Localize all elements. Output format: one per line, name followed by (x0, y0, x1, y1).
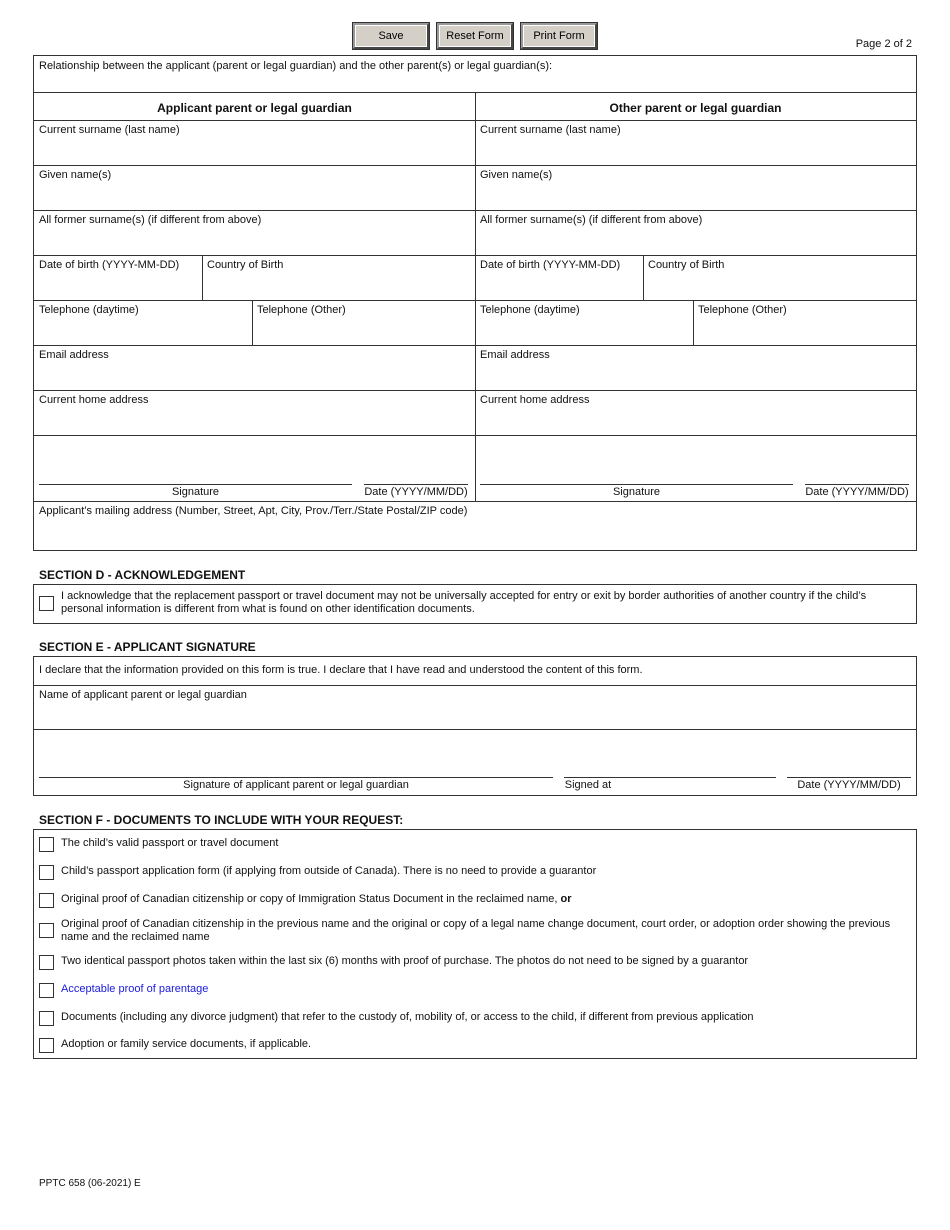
applicant-tel-other-field[interactable] (252, 301, 475, 346)
page-number: Page 2 of 2 (855, 38, 912, 50)
document-checkbox-6[interactable] (39, 1011, 54, 1026)
home-label: Current home address (480, 394, 590, 406)
document-checkbox-3[interactable] (39, 923, 54, 938)
document-checkbox-7[interactable] (39, 1038, 54, 1053)
section-f-box (33, 829, 917, 1059)
applicant-signature-row (34, 729, 916, 795)
declaration-text: I declare that the information provided on this form is true. I declare that I have read and understood the content of this form. (39, 664, 643, 676)
other-tel-day-field[interactable] (475, 301, 693, 346)
print-form-button[interactable]: Print Form (521, 23, 597, 49)
section-e-signature-area[interactable] (34, 730, 916, 795)
given-row (34, 165, 916, 211)
acknowledgement-checkbox[interactable] (39, 596, 54, 611)
applicant-former-field[interactable] (34, 211, 475, 256)
document-checkbox-1[interactable] (39, 865, 54, 880)
document-checkbox-2[interactable] (39, 893, 54, 908)
document-item-2 (61, 893, 904, 906)
document-item-6: Documents (including any divorce judgment) that refer to the custody of, mobility of, or access to the child, if different from previous application (61, 1011, 754, 1023)
tel-day-label: Telephone (daytime) (39, 304, 139, 316)
document-item-2-text: Original proof of Canadian citizenship or copy of Immigration Status Document in the reclaimed name, (61, 893, 558, 905)
email-label: Email address (480, 349, 550, 361)
document-item-0: The child’s valid passport or travel document (61, 837, 279, 849)
dob-label: Date of birth (YYYY-MM-DD) (39, 259, 180, 271)
signature-date-label: Date (YYYY/MM/DD) (364, 486, 468, 498)
signed-at-label: Signed at (564, 779, 612, 791)
applicant-name-row (34, 685, 916, 730)
other-tel-other-field[interactable] (693, 301, 916, 346)
document-checkbox-5[interactable] (39, 983, 54, 998)
document-item-2-or: or (560, 893, 572, 905)
surname-label: Current surname (last name) (39, 124, 180, 136)
section-d-title: SECTION D - ACKNOWLEDGEMENT (39, 568, 246, 582)
relationship-field[interactable] (34, 56, 916, 92)
applicant-name-field[interactable] (34, 686, 916, 730)
former-row (34, 210, 916, 256)
other-country-field[interactable] (643, 256, 916, 301)
document-item-4: Two identical passport photos taken within the last six (6) months with proof of purchase. The photos do not need to be signed by a guarantor (61, 955, 749, 967)
section-f-title: SECTION F - DOCUMENTS TO INCLUDE WITH YOUR REQUEST: (39, 813, 404, 827)
applicant-signature-area[interactable] (34, 436, 475, 502)
given-label: Given name(s) (39, 169, 112, 181)
other-former-field[interactable] (475, 211, 916, 256)
applicant-given-field[interactable] (34, 166, 475, 211)
mailing-address-field[interactable] (34, 502, 916, 550)
tel-day-label: Telephone (daytime) (480, 304, 580, 316)
applicant-name-label: Name of applicant parent or legal guardian (39, 689, 247, 701)
country-label: Country of Birth (207, 259, 284, 271)
given-label: Given name(s) (480, 169, 553, 181)
applicant-dob-field[interactable] (34, 256, 202, 301)
surname-label: Current surname (last name) (480, 124, 621, 136)
other-signature-area[interactable] (475, 436, 916, 502)
applicant-email-field[interactable] (34, 346, 475, 391)
signature-label: Signature (171, 486, 220, 498)
signature-label: Signature (612, 486, 661, 498)
other-surname-field[interactable] (475, 121, 916, 166)
section-e-date-label: Date (YYYY/MM/DD) (797, 779, 901, 791)
applicant-country-field[interactable] (202, 256, 475, 301)
home-address-row (34, 390, 916, 436)
other-given-field[interactable] (475, 166, 916, 211)
country-label: Country of Birth (648, 259, 725, 271)
tel-other-label: Telephone (Other) (698, 304, 787, 316)
document-item-1: Child’s passport application form (if applying from outside of Canada). There is no need to provide a guarantor (61, 865, 597, 877)
relationship-label: Relationship between the applicant (parent or legal guardian) and the other parent(s) or legal guardian(s): (39, 60, 553, 72)
save-button[interactable]: Save (353, 23, 429, 49)
other-dob-field[interactable] (475, 256, 643, 301)
home-label: Current home address (39, 394, 149, 406)
other-home-field[interactable] (475, 391, 916, 436)
mailing-address-label: Applicant’s mailing address (Number, Street, Apt, City, Prov./Terr./State Postal/ZIP code) (39, 505, 468, 517)
section-d-box (33, 584, 917, 624)
applicant-header: Applicant parent or legal guardian (157, 101, 352, 115)
document-item-3: Original proof of Canadian citizenship in the previous name and the original or copy of a legal name change document, court order, or adoption order showing the previous name and the reclaimed name (61, 918, 891, 943)
section-e-title: SECTION E - APPLICANT SIGNATURE (39, 640, 256, 654)
signature-row (34, 435, 916, 502)
dob-row (34, 255, 916, 301)
form-code: PPTC 658 (06-2021) E (39, 1178, 141, 1189)
applicant-home-field[interactable] (34, 391, 475, 436)
applicant-tel-day-field[interactable] (34, 301, 252, 346)
former-label: All former surname(s) (if different from above) (39, 214, 262, 226)
parents-section (33, 55, 917, 551)
email-row (34, 345, 916, 391)
telephone-row (34, 300, 916, 346)
document-item-7: Adoption or family service documents, if applicable. (61, 1038, 312, 1050)
signature-date-label: Date (YYYY/MM/DD) (805, 486, 909, 498)
applicant-signature-label: Signature of applicant parent or legal guardian (183, 779, 409, 791)
dob-label: Date of birth (YYYY-MM-DD) (480, 259, 621, 271)
mailing-address-row (34, 501, 916, 550)
other-email-field[interactable] (475, 346, 916, 391)
former-label: All former surname(s) (if different from above) (480, 214, 703, 226)
acknowledgement-text: I acknowledge that the replacement passport or travel document may not be universally accepted for entry or exit by border authorities of another country if the child’s personal information is different from what is found on other identification documents. (61, 590, 867, 615)
tel-other-label: Telephone (Other) (257, 304, 346, 316)
other-header: Other parent or legal guardian (609, 101, 782, 115)
proof-of-parentage-link[interactable]: Acceptable proof of parentage (61, 983, 209, 995)
column-headers (34, 92, 916, 121)
reset-form-button[interactable]: Reset Form (437, 23, 513, 49)
document-checkbox-4[interactable] (39, 955, 54, 970)
surname-row (34, 120, 916, 166)
document-checkbox-0[interactable] (39, 837, 54, 852)
email-label: Email address (39, 349, 109, 361)
section-e-box (33, 656, 917, 796)
applicant-surname-field[interactable] (34, 121, 475, 166)
